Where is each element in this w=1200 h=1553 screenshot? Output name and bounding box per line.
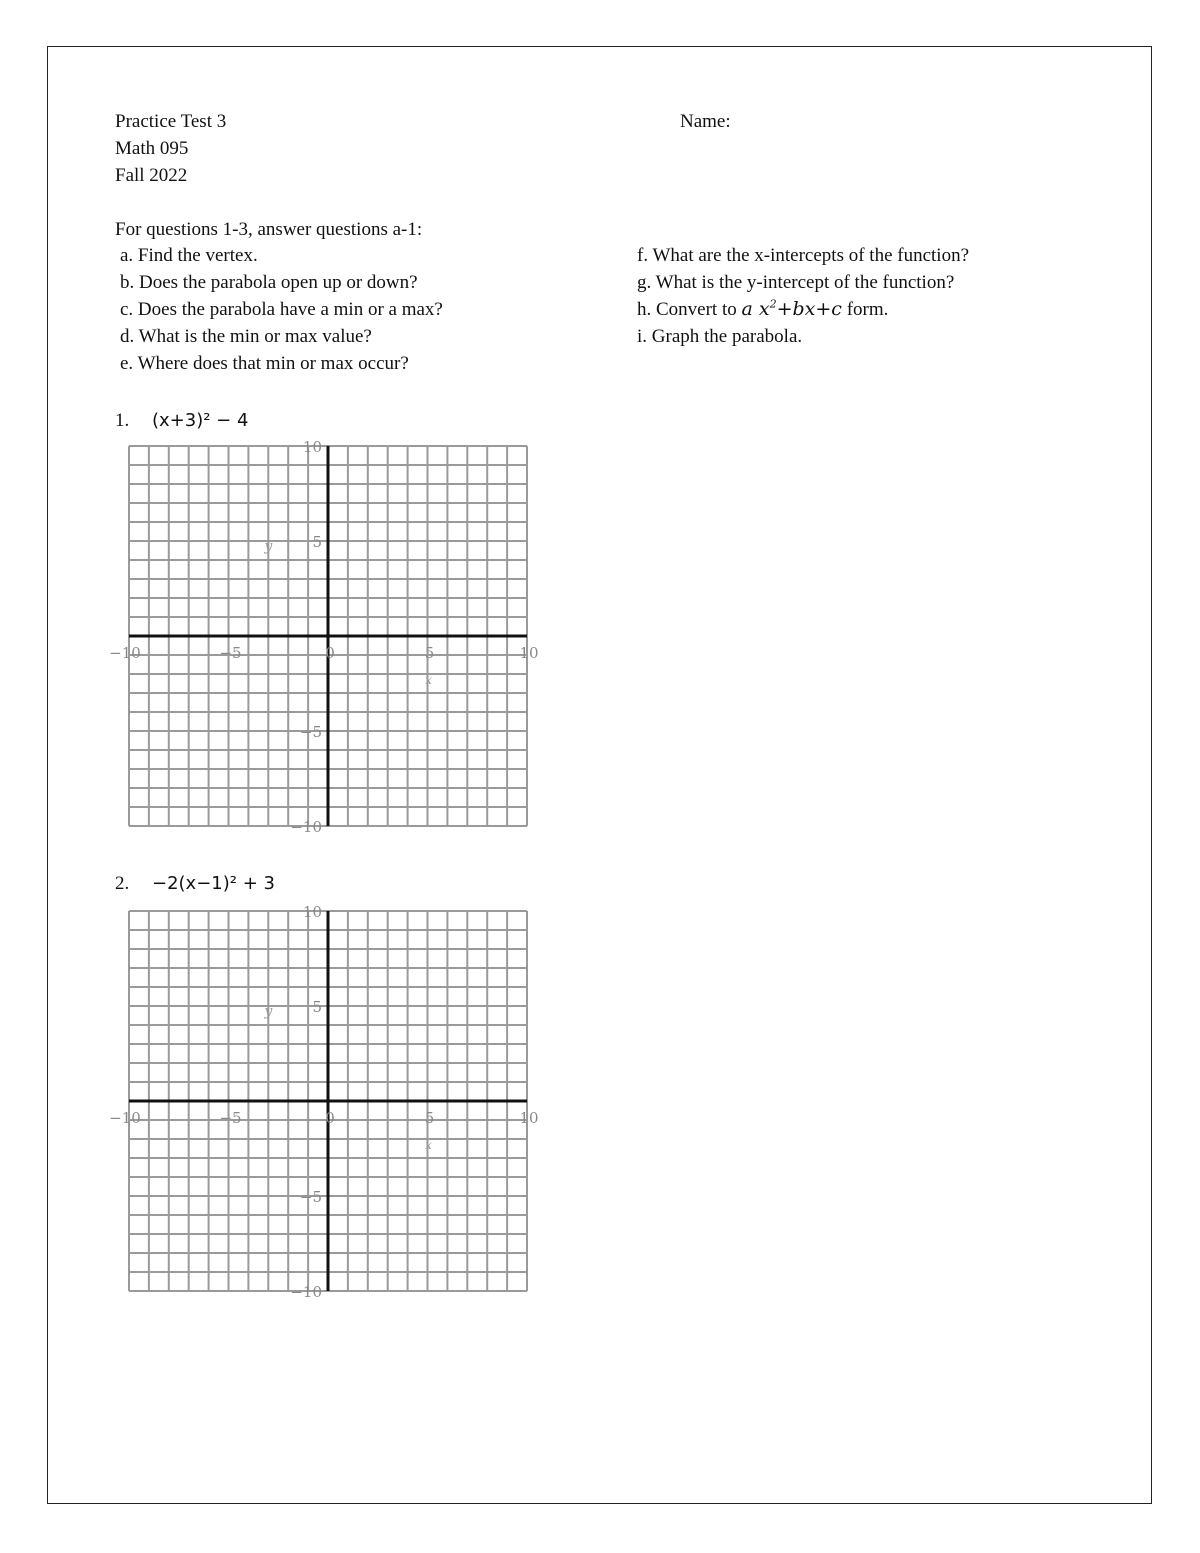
instructions-intro: For questions 1-3, answer questions a-1: xyxy=(115,219,423,240)
problem-number: 2. xyxy=(115,873,130,894)
list-item: i. Graph the parabola. xyxy=(637,326,803,347)
problem-number: 1. xyxy=(115,410,130,431)
x-axis-label: x xyxy=(425,673,432,687)
x-tick-label: 10 xyxy=(519,1109,539,1127)
x-tick-label: −5 xyxy=(219,644,242,662)
term: Fall 2022 xyxy=(115,165,188,186)
name-label: Name: xyxy=(680,111,731,132)
y-axis-label: y xyxy=(264,538,273,555)
list-item: d. What is the min or max value? xyxy=(120,326,372,347)
y-tick-label: 10 xyxy=(302,903,322,921)
x-axis-label: x xyxy=(425,1138,432,1152)
x-tick-label: 0 xyxy=(325,1109,335,1127)
h-label: h. Convert to xyxy=(637,299,737,320)
y-tick-label: −10 xyxy=(290,1283,322,1301)
test-title: Practice Test 3 xyxy=(115,111,227,132)
x-tick-label: 5 xyxy=(424,644,435,662)
list-item: c. Does the parabola have a min or a max? xyxy=(120,299,443,320)
x-tick-label: 0 xyxy=(325,644,335,662)
list-item: b. Does the parabola open up or down? xyxy=(120,272,418,293)
x-tick-label: 10 xyxy=(519,644,539,662)
y-tick-label: −10 xyxy=(290,818,322,836)
list-item: f. What are the x-intercepts of the function? xyxy=(637,245,970,266)
list-item: a. Find the vertex. xyxy=(120,245,258,266)
x-tick-label: −10 xyxy=(109,644,141,662)
problem-expression: (x+3)² − 4 xyxy=(152,410,249,431)
problem-expression: −2(x−1)² + 3 xyxy=(152,873,275,894)
x-tick-label: 5 xyxy=(424,1109,435,1127)
standard-form-formula: a $x^2+bx+c$ xyxy=(741,297,842,320)
x-tick-label: −5 xyxy=(219,1109,242,1127)
y-tick-label: 5 xyxy=(312,533,322,551)
y-tick-label: 5 xyxy=(312,998,322,1016)
y-tick-label: 10 xyxy=(302,438,322,456)
y-axis-label: y xyxy=(264,1003,273,1020)
list-item: g. What is the y-intercept of the function? xyxy=(637,272,955,293)
list-item: e. Where does that min or max occur? xyxy=(120,353,409,374)
course-name: Math 095 xyxy=(115,138,189,159)
y-tick-label: −5 xyxy=(299,723,322,741)
h-form-label: form. xyxy=(846,299,889,320)
x-tick-label: −10 xyxy=(109,1109,141,1127)
y-tick-label: −5 xyxy=(299,1188,322,1206)
